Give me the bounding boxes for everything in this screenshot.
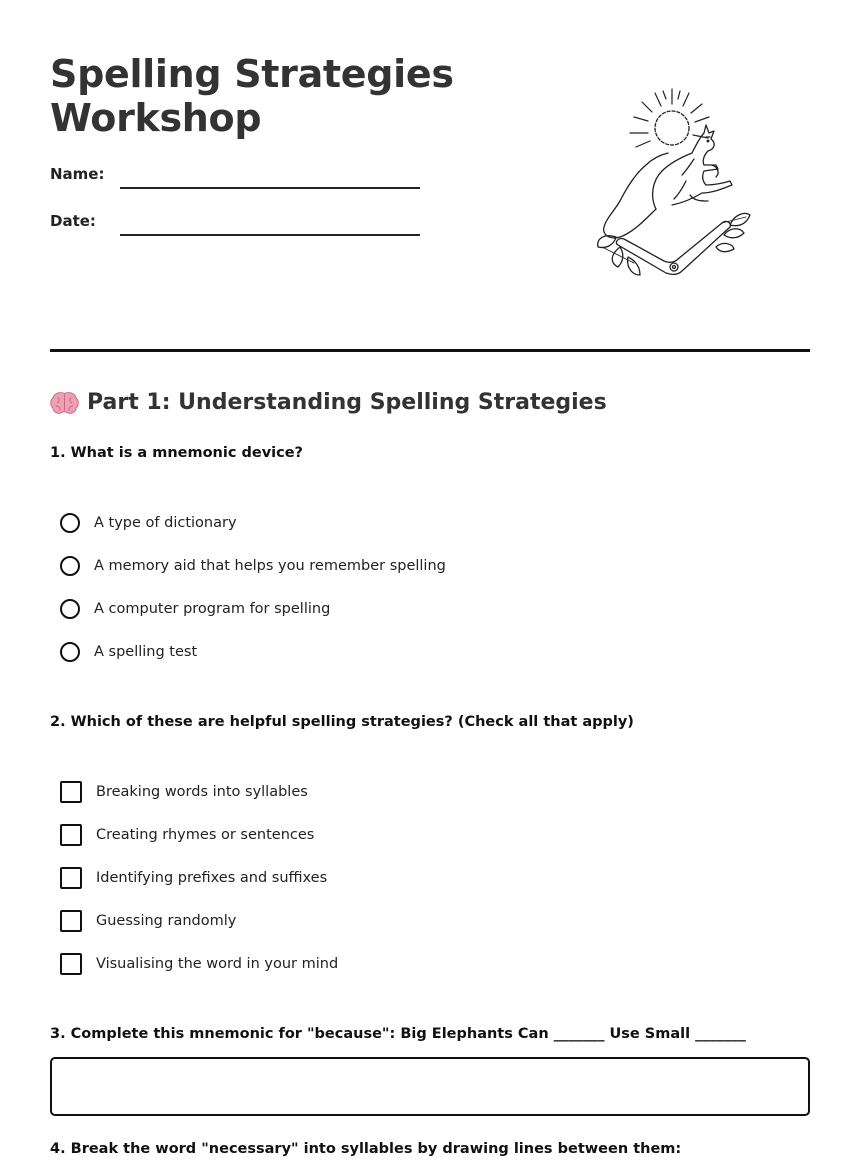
section-divider	[50, 349, 810, 352]
checkbox[interactable]	[60, 953, 82, 975]
radio-button[interactable]	[60, 642, 80, 662]
part1-heading-text: Part 1: Understanding Spelling Strategies	[87, 390, 607, 415]
option-label: Identifying prefixes and suffixes	[96, 870, 328, 886]
option-label: A computer program for spelling	[94, 601, 331, 617]
page-title	[50, 52, 454, 140]
question-1: 1. What is a mnemonic device?	[50, 445, 303, 461]
q1-option-3[interactable]	[60, 596, 330, 622]
q2-option-4[interactable]	[60, 908, 236, 934]
checkbox[interactable]	[60, 910, 82, 932]
option-label: A spelling test	[94, 644, 198, 660]
q2-option-2[interactable]	[60, 822, 314, 848]
radio-button[interactable]	[60, 513, 80, 533]
checkbox[interactable]	[60, 867, 82, 889]
q1-option-1[interactable]	[60, 510, 237, 536]
part1-heading	[50, 388, 607, 418]
q2-option-3[interactable]	[60, 865, 327, 891]
date-field[interactable]	[120, 234, 420, 236]
question-2: 2. Which of these are helpful spelling strategies? (Check all that apply)	[50, 714, 634, 730]
q2-option-1[interactable]	[60, 779, 308, 805]
q1-option-4[interactable]	[60, 639, 197, 665]
option-label: A type of dictionary	[94, 515, 237, 531]
name-label: Name:	[50, 165, 105, 183]
q1-option-2[interactable]	[60, 553, 446, 579]
radio-button[interactable]	[60, 556, 80, 576]
question-4: 4. Break the word "necessary" into syllables by drawing lines between them:	[50, 1141, 682, 1157]
brain-icon	[50, 390, 79, 416]
date-label: Date:	[50, 212, 96, 230]
option-label: Breaking words into syllables	[96, 784, 308, 800]
question-3: 3. Complete this mnemonic for "because": Big Elephants Can _______ Use Small _______	[50, 1026, 746, 1042]
option-label: Visualising the word in your mind	[96, 956, 339, 972]
name-field[interactable]	[120, 187, 420, 189]
radio-button[interactable]	[60, 599, 80, 619]
option-label: Guessing randomly	[96, 913, 237, 929]
title-line-1: Spelling Strategies	[50, 52, 454, 96]
worksheet-page	[50, 0, 810, 1161]
checkbox[interactable]	[60, 824, 82, 846]
q3-answer-box[interactable]	[50, 1057, 810, 1116]
option-label: A memory aid that helps you remember spelling	[94, 558, 446, 574]
option-label: Creating rhymes or sentences	[96, 827, 315, 843]
q2-option-5[interactable]	[60, 951, 338, 977]
kangaroo-boomerang-sun-icon	[590, 85, 760, 290]
checkbox[interactable]	[60, 781, 82, 803]
title-line-2: Workshop	[50, 96, 262, 140]
